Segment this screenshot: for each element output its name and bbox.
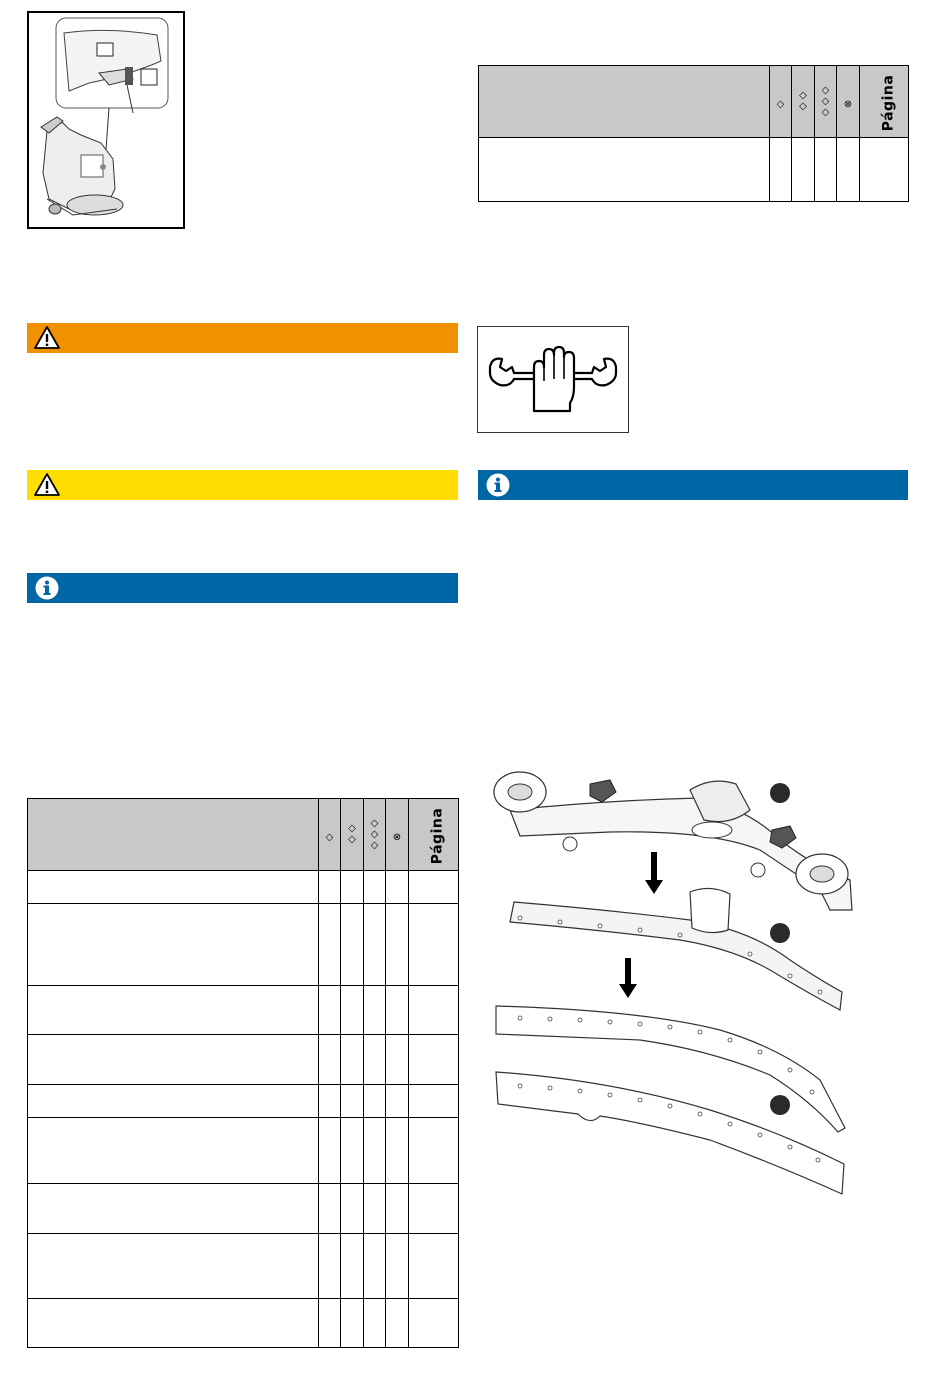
callout-marker-1 bbox=[770, 783, 790, 803]
table-row bbox=[28, 1035, 459, 1085]
table-header-monthly: ◇◇◇ bbox=[364, 799, 386, 871]
table-row bbox=[28, 1234, 459, 1299]
table-header-daily: ◇ bbox=[319, 799, 341, 871]
danger-banner bbox=[27, 323, 458, 353]
squeegee-exploded-diagram bbox=[490, 770, 870, 1200]
ppe-gloves-box bbox=[477, 326, 629, 433]
table-header-weekly: ◇◇ bbox=[341, 799, 364, 871]
info-icon bbox=[33, 575, 61, 601]
callout-marker-2 bbox=[770, 923, 790, 943]
squeegee-illustration bbox=[490, 770, 870, 1200]
table-row bbox=[28, 1085, 459, 1118]
table-header-description bbox=[479, 66, 770, 138]
table-header-as-needed: ⊗ bbox=[386, 799, 409, 871]
callout-marker-3 bbox=[770, 1095, 790, 1115]
table-header-as-needed: ⊗ bbox=[837, 66, 860, 138]
table-row bbox=[28, 1299, 459, 1348]
table-row bbox=[28, 1118, 459, 1184]
gloves-tools-icon bbox=[478, 327, 628, 432]
table-header-weekly: ◇◇ bbox=[792, 66, 815, 138]
table-row bbox=[28, 871, 459, 904]
table-header-description bbox=[28, 799, 319, 871]
info-banner-left bbox=[27, 573, 458, 603]
table-header-daily: ◇ bbox=[770, 66, 792, 138]
maintenance-table-bottom bbox=[27, 798, 459, 1348]
table-header-page: Página bbox=[409, 799, 459, 871]
table-row bbox=[28, 1184, 459, 1234]
machine-illustration bbox=[29, 13, 183, 227]
table-header-page: Página bbox=[860, 66, 909, 138]
table-header-monthly: ◇◇◇ bbox=[815, 66, 837, 138]
warning-triangle-icon bbox=[33, 472, 61, 498]
info-icon bbox=[484, 472, 512, 498]
warning-banner bbox=[27, 470, 458, 500]
machine-figure bbox=[27, 11, 185, 229]
maintenance-table-top bbox=[478, 65, 909, 202]
info-banner-right bbox=[478, 470, 908, 500]
warning-triangle-icon bbox=[33, 325, 61, 351]
table-row bbox=[479, 138, 909, 202]
table-row bbox=[28, 904, 459, 986]
table-row bbox=[28, 986, 459, 1035]
